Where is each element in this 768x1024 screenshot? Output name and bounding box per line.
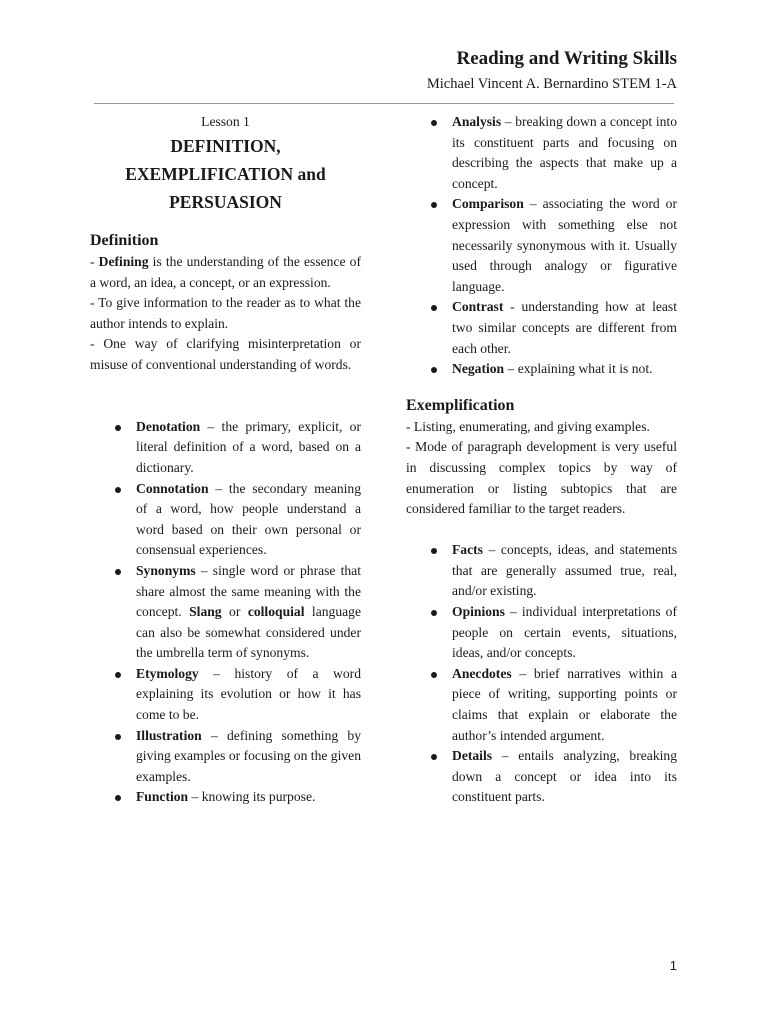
lesson-title-line: DEFINITION, bbox=[170, 136, 281, 156]
list-item-text: – concepts, ideas, and statements that are generally assumed true, real, and/or existing. bbox=[452, 542, 677, 599]
definition-methods-list-continued bbox=[406, 112, 677, 380]
lesson-title-line: EXEMPLIFICATION and bbox=[125, 164, 326, 184]
list-item bbox=[406, 112, 677, 194]
list-item bbox=[406, 664, 677, 746]
list-item bbox=[406, 297, 677, 359]
definition-paragraph bbox=[90, 252, 361, 293]
header-divider bbox=[94, 103, 674, 104]
author-line: Michael Vincent A. Bernardino STEM 1-A bbox=[426, 76, 677, 92]
list-item-term: Illustration bbox=[136, 727, 202, 743]
bullet-icon bbox=[115, 487, 121, 493]
list-item-text: – explaining what it is not. bbox=[504, 361, 653, 377]
list-item-term: Function bbox=[136, 789, 189, 805]
list-item bbox=[90, 787, 361, 808]
list-item-term: Anecdotes bbox=[452, 665, 512, 681]
page-number: 1 bbox=[669, 958, 677, 973]
list-item bbox=[90, 417, 361, 479]
definition-paragraph: - One way of clarifying misinterpretation or misuse of conventional understanding of words. bbox=[90, 336, 361, 372]
list-item-text: – knowing its purpose. bbox=[188, 789, 316, 805]
list-item-text: – entails analyzing, breaking down a concept or idea into its constituent parts. bbox=[452, 748, 677, 805]
bullet-icon bbox=[431, 120, 437, 126]
bullet-icon bbox=[115, 569, 121, 575]
lesson-title-line: PERSUASION bbox=[169, 192, 282, 212]
bullet-icon bbox=[115, 734, 121, 740]
lesson-label: Lesson 1 bbox=[201, 114, 250, 129]
list-item bbox=[90, 664, 361, 726]
list-item-text: – the primary, explicit, or literal definition of a word, based on a dictionary. bbox=[136, 418, 361, 475]
definition-heading: Definition bbox=[90, 232, 159, 249]
bullet-icon bbox=[431, 610, 437, 616]
bullet-icon bbox=[115, 795, 121, 801]
term-slang: Slang bbox=[189, 604, 222, 620]
list-item-text: – associating the word or expression with something else not necessarily synonymous with it. Usually used through analogy or figurative language. bbox=[452, 196, 677, 294]
list-item-term: Analysis bbox=[452, 114, 502, 129]
exemplification-heading: Exemplification bbox=[406, 396, 515, 414]
definition-paragraph: - To give information to the reader as to what the author intends to explain. bbox=[90, 295, 361, 331]
bullet-icon bbox=[431, 754, 437, 760]
list-item bbox=[406, 602, 677, 664]
paragraph-prefix: - bbox=[90, 254, 99, 269]
list-item-text: – defining something by giving examples or focusing on the given examples. bbox=[136, 727, 362, 784]
list-item-term: Facts bbox=[452, 542, 483, 558]
list-item-text: – individual interpretations of people on certain events, situations, ideas, and/or concepts. bbox=[452, 604, 677, 661]
exemplification-paragraph: - Listing, enumerating, and giving examples. bbox=[406, 418, 650, 434]
list-item-text: – the secondary meaning of a word, how people understand a word based on their own personal or consensual experiences. bbox=[136, 480, 361, 558]
list-item-text: – brief narratives within a piece of writing, supporting points or claims that explain or elaborate the author’s intended argument. bbox=[452, 665, 677, 743]
list-item-text: language can also be somewhat considered under the umbrella term of synonyms. bbox=[136, 604, 361, 661]
bullet-icon bbox=[431, 367, 437, 373]
list-item bbox=[90, 479, 361, 561]
exemplification-paragraph: - Mode of paragraph development is very useful in discussing complex topics by way of enumeration or listing subtopics that are considered familiar to the target readers. bbox=[406, 439, 677, 517]
list-item-term: Comparison bbox=[452, 196, 524, 212]
list-item-term: Negation bbox=[452, 361, 505, 377]
list-item-term: Denotation bbox=[136, 418, 201, 434]
list-item-text: – breaking down a concept into its constituent parts and focusing on describing the aspects that make up a concept. bbox=[452, 114, 677, 191]
paragraph-text: is the understanding of the essence of a word, an idea, a concept, or an expression. bbox=[90, 254, 361, 290]
list-item-term: Details bbox=[452, 748, 493, 764]
lesson-title bbox=[90, 132, 361, 216]
bullet-icon bbox=[431, 202, 437, 208]
left-column bbox=[90, 112, 361, 808]
list-item-text: – single word or phrase that share almost the same meaning with the concept. bbox=[136, 562, 361, 620]
list-item bbox=[406, 194, 677, 297]
list-item bbox=[406, 359, 677, 380]
bullet-icon bbox=[115, 425, 121, 431]
list-item-term: Connotation bbox=[136, 480, 209, 496]
list-item-text: or bbox=[221, 604, 248, 620]
list-item bbox=[406, 746, 677, 808]
definition-methods-list bbox=[90, 417, 361, 808]
bullet-icon bbox=[431, 672, 437, 678]
term-defining: Defining bbox=[98, 254, 149, 269]
exemplification-list bbox=[406, 540, 677, 808]
list-item-term: Opinions bbox=[452, 604, 505, 620]
list-item bbox=[406, 540, 677, 602]
list-item-term: Synonyms bbox=[136, 562, 196, 578]
list-item bbox=[90, 726, 361, 788]
right-column bbox=[406, 112, 677, 808]
bullet-icon bbox=[431, 548, 437, 554]
list-item bbox=[90, 561, 361, 664]
term-colloquial: colloquial bbox=[247, 604, 305, 620]
list-item-text: - understanding how at least two similar concepts are different from each other. bbox=[452, 299, 677, 356]
document-title: Reading and Writing Skills bbox=[456, 48, 677, 69]
bullet-icon bbox=[431, 305, 437, 311]
list-item-term: Etymology bbox=[136, 665, 199, 681]
list-item-term: Contrast bbox=[452, 299, 504, 315]
list-item-text: – history of a word explaining its evolution or how it has come to be. bbox=[136, 665, 361, 723]
bullet-icon bbox=[115, 672, 121, 678]
